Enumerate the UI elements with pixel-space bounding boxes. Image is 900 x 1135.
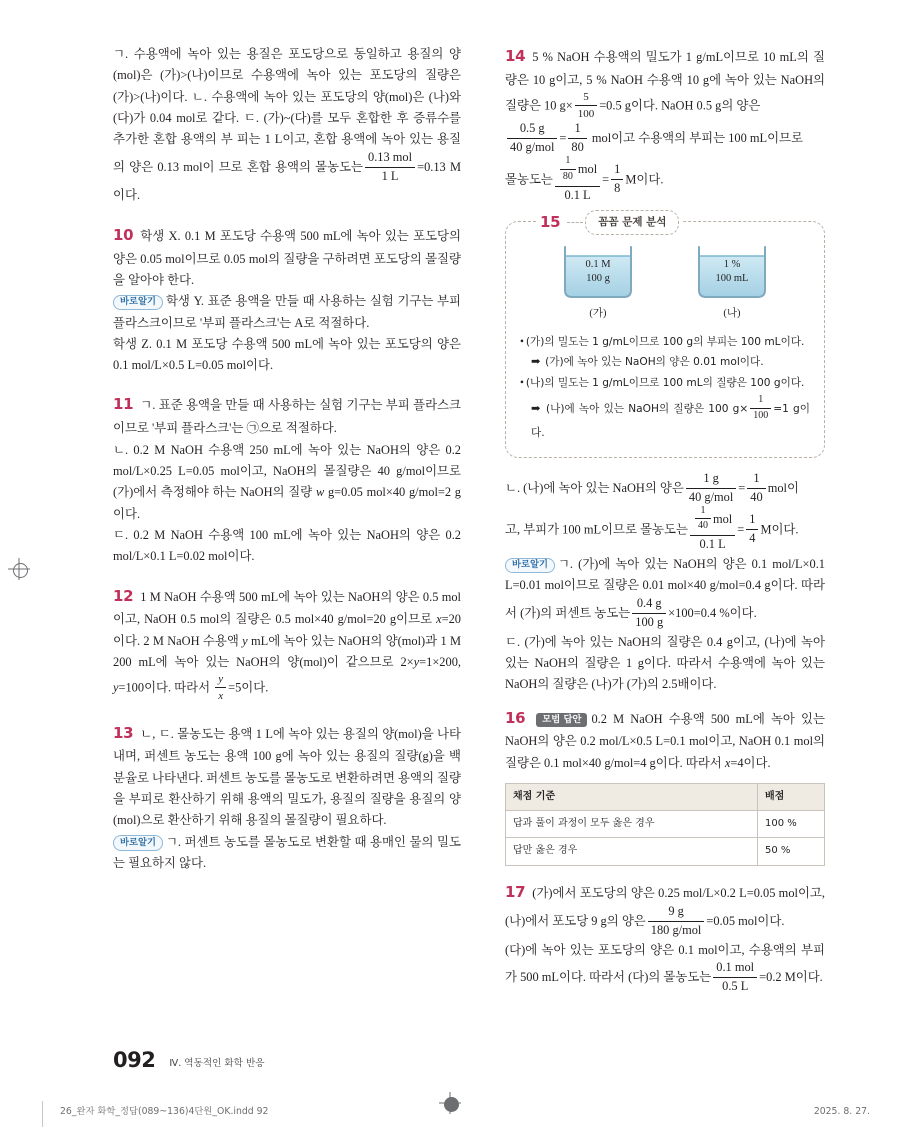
q12-variable-x: x bbox=[436, 612, 442, 627]
answer-block-09-continued bbox=[113, 44, 461, 207]
table-row bbox=[506, 838, 825, 865]
beaker-unit-na bbox=[693, 244, 771, 323]
q11-text-2b: g=0.05 mol×40 g/mol=2 g이다. bbox=[113, 485, 462, 521]
q12-fraction-denominator: x bbox=[218, 690, 224, 703]
q16-variable-x: x bbox=[724, 755, 731, 770]
q14-fraction-one-eightieth bbox=[568, 121, 586, 156]
analysis-bullet-2 bbox=[520, 374, 810, 394]
q17-text-c: (다)에 녹아 있는 포도당의 양은 0.1 mol이고, 수용액의 부피가 500 mL이다. 따라서 (다)의 몰농도는 bbox=[505, 943, 825, 985]
question-number-10: 10 bbox=[113, 225, 134, 244]
q14-fraction-mass-over-molar bbox=[507, 121, 557, 156]
q09-fraction-denominator: 1 L bbox=[381, 168, 399, 183]
q14-fraction-result-denominator: 8 bbox=[614, 181, 621, 196]
q17-text-b: =0.05 mol이다. bbox=[706, 914, 785, 929]
beaker-unit-ga bbox=[559, 244, 637, 323]
q09-line-e: mol로 같다. bbox=[176, 110, 240, 125]
q14-text-d: 몰농도는 bbox=[505, 172, 553, 187]
q12-text-1c: mL에 녹아 있는 NaOH의 양(mol)과 1 M 200 mL에 녹아 있는 NaOH의 양(mol)이 같으므로 2× bbox=[113, 633, 461, 670]
q14-fraction-mass-numerator: 0.5 g bbox=[507, 121, 557, 139]
q15-nested-num: 1 bbox=[695, 505, 711, 520]
analysis-arrow-2-prefix: (나)에 녹아 있는 NaOH의 질량은 100 g× bbox=[546, 403, 749, 416]
criteria-cell-1: 답과 풀이 과정이 모두 옳은 경우 bbox=[506, 811, 758, 838]
bullet-dot-2: • bbox=[520, 377, 524, 390]
q14-fraction-percent-numerator: 5 bbox=[575, 90, 598, 106]
q13-text-1: ㄴ, ㄷ. 몰농도는 용액 1 L에 녹아 있는 용질의 양(mol)을 나타내며, 퍼센트 농도는 용액 100 g에 녹아 있는 용질의 질량(g)을 백분율로 나타낸다. 퍼센트 농도를 몰농도로 변환하려면 용액의 질량을 부피로 환산하기 위해 용액의 밀도가, 용질의 질량을 용질의 양(mol)으로 환산하기 위해 용질의 몰질량이 필요하다. bbox=[113, 726, 461, 828]
table-header-row bbox=[506, 783, 825, 810]
analysis-bullet-2-text: (나)의 밀도는 1 g/mL이므로 100 mL의 질량은 100 g이다. bbox=[525, 377, 805, 390]
q15-frac4-den: 4 bbox=[749, 530, 756, 545]
q14-fraction-percent bbox=[575, 90, 598, 121]
q14-fraction-mass-denominator: 40 g/mol bbox=[510, 140, 555, 155]
q12-variable-y: y bbox=[242, 633, 248, 648]
analysis-arrow-2-frac-num: 1 bbox=[750, 394, 771, 409]
beaker-na-line2: 100 mL bbox=[715, 273, 749, 285]
question-number-14: 14 bbox=[505, 47, 526, 65]
tag-baroalgi-13: 바로알기 bbox=[113, 835, 163, 851]
table-header-criteria: 채점 기준 bbox=[506, 783, 758, 810]
analysis-bullet-list bbox=[520, 333, 810, 444]
q09-line-d: ㄴ. 수용액에 녹아 있는 포도당의 양(mol)은 (나)와 (다)가 0.04 bbox=[113, 89, 461, 125]
q14-fraction-80-denominator: 80 bbox=[571, 140, 584, 155]
q14-text-a: 5 % NaOH 수용액의 밀도가 1 g/mL이므로 10 mL의 질량은 10 g이고, 5 % NaOH 수용액 10 g에 녹아 있는 NaOH의 질량은 10 g× bbox=[505, 50, 825, 113]
q15-frac3-num bbox=[690, 506, 735, 537]
q15-nested-den: 40 bbox=[697, 520, 708, 532]
analysis-box-wrapper bbox=[505, 212, 825, 458]
analysis-arrow-1-text: (가)에 녹아 있는 NaOH의 양은 0.01 mol이다. bbox=[545, 356, 764, 369]
q17-text-a: (가)에서 포도당의 양은 0.25 mol/L×0.2 L=0.05 mol이고, (나)에서 포도당 9 g의 양은 bbox=[505, 885, 825, 929]
q17-frac1-num: 9 g bbox=[648, 904, 705, 922]
q12-text-1f: =5이다. bbox=[228, 680, 269, 695]
q15-frac1-num: 1 g bbox=[686, 471, 736, 489]
q17-frac2-den: 0.5 L bbox=[722, 979, 749, 994]
answer-block-12 bbox=[113, 584, 461, 705]
print-date: 2025. 8. 27. bbox=[813, 1106, 870, 1117]
q15-eq-2: = bbox=[737, 522, 745, 537]
question-number-17: 17 bbox=[505, 882, 526, 901]
q15-fraction-1 bbox=[686, 471, 736, 506]
q12-variable-y2: y bbox=[413, 655, 420, 670]
q17-fraction-1 bbox=[648, 904, 705, 939]
q15-frac4-num: 1 bbox=[746, 512, 758, 530]
tag-model-answer-16: 모범 답안 bbox=[536, 713, 587, 728]
q14-nested-fraction bbox=[560, 155, 576, 184]
answer-block-15 bbox=[505, 212, 825, 696]
question-number-15: 15 bbox=[540, 212, 561, 231]
beaker-na-line1: 1 % bbox=[723, 258, 741, 270]
registration-mark-bottom bbox=[439, 1092, 461, 1114]
points-cell-1: 100 % bbox=[758, 811, 825, 838]
q15-body-f: ×100=0.4 %이다. bbox=[668, 605, 757, 620]
answer-block-11 bbox=[113, 392, 461, 567]
q14-fraction-result-numerator: 1 bbox=[611, 162, 623, 180]
q15-frac3-den: 0.1 L bbox=[699, 537, 726, 552]
q15-fraction-3 bbox=[690, 506, 735, 553]
q09-line-g: 피는 1 L이고, 혼합 용액에 녹아 있는 용질의 양은 0.13 mol이 bbox=[113, 132, 461, 174]
q17-fraction-2 bbox=[713, 960, 757, 995]
q16-text-b: =4이다. bbox=[730, 755, 771, 770]
analysis-bullet-1 bbox=[520, 333, 810, 353]
question-number-13: 13 bbox=[113, 723, 134, 742]
q14-fraction-result bbox=[611, 162, 623, 197]
q15-fraction-2 bbox=[747, 471, 765, 506]
q14-nested-unit: mol bbox=[577, 162, 598, 177]
q14-equals-1: = bbox=[559, 131, 567, 146]
q15-frac2-num: 1 bbox=[747, 471, 765, 489]
criteria-cell-2: 답만 옳은 경우 bbox=[506, 838, 758, 865]
table-header-points: 배점 bbox=[758, 783, 825, 810]
analysis-bullet-1-text: (가)의 밀도는 1 g/mL이므로 100 g의 부피는 100 mL이다. bbox=[525, 335, 805, 348]
q12-text-1a: 1 M NaOH 수용액 500 mL에 녹아 있는 NaOH의 양은 0.5 mol이고, NaOH 0.5 mol의 질량은 0.5 mol×40 g/mol=20 g이므로 bbox=[113, 589, 461, 627]
q17-frac2-num: 0.1 mol bbox=[713, 960, 757, 978]
tag-baroalgi-10: 바로알기 bbox=[113, 295, 163, 311]
analysis-arrow-2-frac-den: 100 bbox=[753, 410, 769, 422]
q15-body-g: ㄷ. (가)에 녹아 있는 NaOH의 질량은 0.4 g이고, (나)에 녹아 있는 NaOH의 질량은 1 g이다. 따라서 수용액에 녹아 있는 NaOH의 질량은 (나)가 (가)의 2.5배이다. bbox=[505, 634, 825, 692]
q15-frac1-den: 40 g/mol bbox=[688, 489, 734, 504]
q11-text-1: ㄱ. 표준 용액을 만들 때 사용하는 실험 기구는 부피 플라스크이므로 '부피 플라스크'는 ㉠으로 적절하다. bbox=[113, 398, 461, 436]
q15-nested-unit: mol bbox=[712, 511, 733, 526]
q13-text-2: ㄱ. 퍼센트 농도를 몰농도로 변환할 때 용매인 물의 밀도는 필요하지 않다. bbox=[113, 834, 461, 870]
folio-chapter-title: Ⅳ. 역동적인 화학 반응 bbox=[169, 1058, 265, 1069]
q15-body-b: mol이 bbox=[767, 481, 799, 496]
beaker-ga-caption: (가) bbox=[589, 307, 607, 319]
q12-variable-y3: y bbox=[113, 680, 119, 695]
q15-nested-fraction bbox=[695, 505, 711, 534]
q09-line-f: ㄷ. (가)~(다)를 모두 혼합한 후 증류수를 추가한 혼합 용액의 부 bbox=[113, 110, 462, 147]
arrow-icon-1: ➡ bbox=[531, 356, 541, 369]
q15-eq-1: = bbox=[738, 481, 746, 496]
q15-frac5-den: 100 g bbox=[635, 614, 664, 629]
analysis-arrow-2-suffix: =1 g이다. bbox=[531, 403, 810, 439]
q11-text-3: ㄷ. 0.2 M NaOH 수용액 100 mL에 녹아 있는 NaOH의 양은 0.2 mol/L×0.1 L=0.02 mol이다. bbox=[113, 527, 461, 564]
q14-equals-2: = bbox=[602, 172, 610, 187]
q11-variable-w: w bbox=[315, 485, 325, 500]
q09-line-a: ㄱ. 수용액에 녹아 있는 용질은 포도당으로 동일하고 용질의 양 bbox=[113, 47, 461, 61]
q10-text-3: 학생 Z. 0.1 M 포도당 수용액 500 mL에 녹아 있는 포도당의 양은 0.1 mol/L×0.5 L=0.05 mol이다. bbox=[113, 336, 461, 373]
beaker-na-caption: (나) bbox=[723, 307, 741, 319]
q14-fraction-percent-denominator: 100 bbox=[577, 108, 595, 121]
beaker-diagram-group bbox=[520, 244, 810, 323]
q14-text-c: mol이고 수용액의 부피는 100 mL이므로 bbox=[591, 131, 803, 146]
left-column bbox=[113, 44, 461, 890]
q09-line-c: (가)>(나)이다. bbox=[113, 89, 188, 104]
q15-fraction-5 bbox=[632, 596, 666, 631]
q09-fraction-numerator: 0.13 mol bbox=[365, 150, 415, 168]
arrow-icon-2: ➡ bbox=[531, 403, 541, 416]
answer-block-16 bbox=[505, 706, 825, 866]
q14-text-b: =0.5 g이다. NaOH 0.5 g의 양은 bbox=[599, 98, 761, 113]
q11-text-2a: ㄴ. 0.2 M NaOH 수용액 250 mL에 녹아 있는 NaOH의 양은 0.2 mol/L×0.25 L=0.05 mol이고, NaOH의 몰질량은 40 g/mol이므로 (가)에서 측정해야 하는 NaOH의 질량 bbox=[113, 442, 461, 500]
scoring-criteria-table bbox=[505, 783, 825, 866]
q12-fraction bbox=[215, 672, 226, 703]
analysis-arrow-2-fraction bbox=[750, 394, 771, 423]
q12-text-1e: =100이다. 따라서 bbox=[118, 680, 214, 695]
question-number-12: 12 bbox=[113, 586, 134, 605]
q15-fraction-4 bbox=[746, 512, 758, 547]
q15-body-e: ㄱ. (가)에 녹아 있는 NaOH의 양은 0.1 mol/L×0.1 L=0.01 mol이므로 질량은 0.01 mol×40 g/mol=0.4 g이다. 따라서 (가)의 퍼센트 농도는 bbox=[505, 557, 825, 620]
right-column bbox=[505, 44, 825, 1012]
q16-text-a: 0.2 M NaOH 수용액 500 mL에 녹아 있는 NaOH의 양은 0.2 mol/L×0.5 L=0.1 mol이고, NaOH 0.1 mol의 질량은 0.1 mol×40 g/mol=4 g이다. 따라서 bbox=[505, 711, 825, 770]
question-number-11: 11 bbox=[113, 395, 134, 414]
q12-fraction-numerator: y bbox=[215, 672, 226, 688]
q09-line-i: =0.13 M이다. bbox=[113, 159, 461, 203]
q09-fraction bbox=[365, 150, 415, 185]
q15-frac5-num: 0.4 g bbox=[632, 596, 666, 614]
analysis-arrow-2 bbox=[520, 395, 810, 444]
answer-block-17 bbox=[505, 880, 825, 997]
answer-block-14 bbox=[505, 44, 825, 205]
question-number-16: 16 bbox=[505, 708, 526, 727]
q10-text-1: 학생 X. 0.1 M 포도당 수용액 500 mL에 녹아 있는 포도당의 양은 0.05 mol이므로 0.05 mol의 질량을 구하려면 포도당의 몰질량을 알아야 한다. bbox=[113, 228, 461, 287]
beaker-ga-line1: 0.1 M bbox=[585, 258, 611, 270]
q14-fraction-molarity bbox=[555, 156, 600, 203]
q10-text-2: 학생 Y. 표준 용액을 만들 때 사용하는 실험 기구는 부피 플라스크이므로 '부피 플라스크'는 A로 적절하다. bbox=[113, 294, 461, 330]
tag-baroalgi-15: 바로알기 bbox=[505, 558, 555, 574]
trim-mark bbox=[42, 1101, 43, 1127]
analysis-arrow-1 bbox=[520, 353, 810, 373]
q14-fraction-80-numerator: 1 bbox=[568, 121, 586, 139]
page-folio bbox=[113, 1048, 265, 1072]
print-imprint: 26_완자 화학_정답(089~136)4단원_OK.indd 92 bbox=[60, 1106, 269, 1117]
bullet-dot-1: • bbox=[520, 335, 524, 348]
answer-block-13 bbox=[113, 721, 461, 875]
q15-body-a: ㄴ. (나)에 녹아 있는 NaOH의 양은 bbox=[505, 481, 684, 496]
q12-text-1b: =20이다. 2 M NaOH 수용액 bbox=[113, 612, 461, 648]
q14-fraction-molarity-numerator bbox=[555, 156, 600, 187]
q14-nested-numerator: 1 bbox=[560, 155, 576, 170]
registration-mark-left bbox=[8, 558, 30, 580]
dash-connector bbox=[567, 222, 583, 223]
analysis-box bbox=[505, 221, 825, 458]
q09-line-h: 므로 혼합 용액의 몰농도는 bbox=[218, 159, 364, 174]
q14-text-e: M이다. bbox=[625, 172, 664, 187]
q12-text-1d: =1×200, bbox=[419, 655, 461, 670]
q09-line-b: (mol)은 (가)>(나)이므로 수용액에 녹아 있는 포도당의 질량은 bbox=[113, 68, 461, 83]
q15-body-c: 고, 부피가 100 mL이므로 몰농도는 bbox=[505, 522, 688, 537]
folio-number: 092 bbox=[113, 1048, 156, 1072]
q14-nested-denominator: 80 bbox=[562, 170, 573, 182]
answer-block-10 bbox=[113, 223, 461, 377]
analysis-box-header bbox=[538, 210, 681, 236]
q17-text-d: =0.2 M이다. bbox=[759, 970, 823, 985]
q17-frac1-den: 180 g/mol bbox=[650, 923, 702, 938]
q15-frac2-den: 40 bbox=[750, 489, 763, 504]
points-cell-2: 50 % bbox=[758, 838, 825, 865]
q15-body-d: M이다. bbox=[760, 522, 799, 537]
analysis-label: 꼼꼼 문제 분석 bbox=[585, 210, 679, 235]
table-row bbox=[506, 811, 825, 838]
beaker-ga-line2: 100 g bbox=[586, 273, 610, 285]
q14-fraction-molarity-denominator: 0.1 L bbox=[564, 187, 591, 202]
